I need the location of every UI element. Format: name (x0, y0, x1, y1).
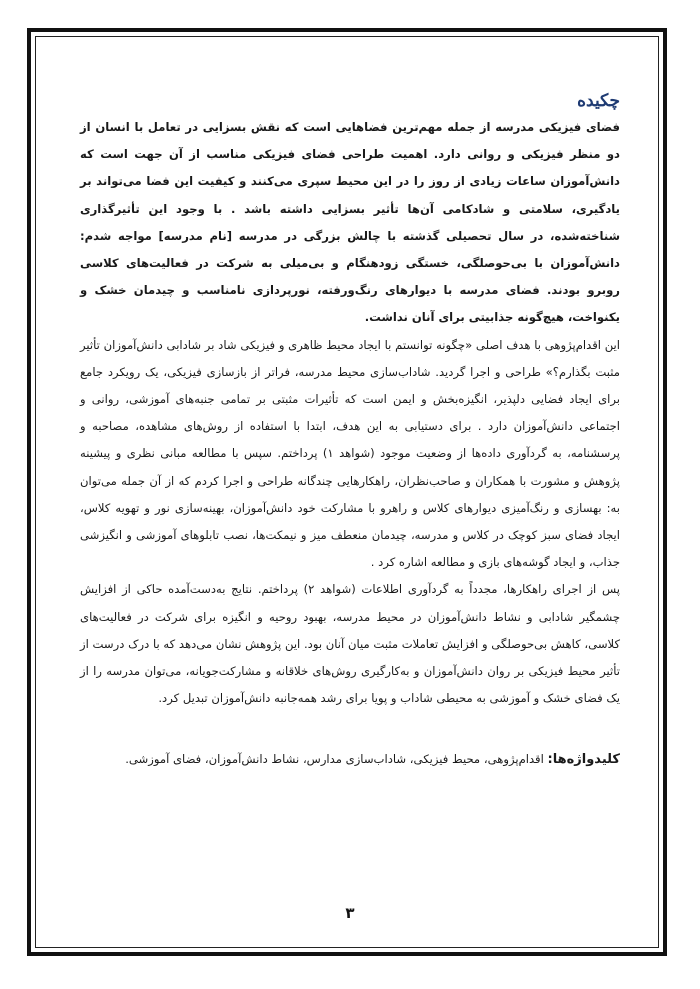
keywords-label: کلیدواژه‌ها: (547, 752, 620, 768)
keywords-text: اقدام‌پژوهی، محیط فیزیکی، شاداب‌سازی مدارس، نشاط دانش‌آموزان، فضای آموزشی. (125, 752, 548, 767)
abstract-paragraph-1: فضای فیزیکی مدرسه از جمله مهم‌ترین فضاهایی است که نقش بسزایی در تعامل با انسان از دو منظر فیزیکی و روانی دارد. اهمیت طراحی فضای فیزیکی مناسب از آن جهت است که دانش‌آموزان ساعات زیادی از روز را در این محیط سپری می‌کنند و کیفیت این فضا می‌تواند بر یادگیری، سلامتی و شادکامی آن‌ها تأثیر بسزایی داشته باشد . با وجود این تأثیرگذاری شناخته‌شده، در سال تحصیلی گذشته با چالش بزرگی در مدرسه [نام مدرسه] مواجه شدم: دانش‌آموزان با بی‌حوصلگی، خستگی زودهنگام و بی‌میلی به شرکت در فعالیت‌های کلاسی روبرو بودند. فضای مدرسه با دیوارهای رنگ‌ورفته، نورپردازی نامناسب و چیدمان خشک و یکنواخت، هیچ‌گونه جذابیتی برای آنان نداشت. (80, 120, 620, 325)
keywords-line (80, 748, 620, 771)
abstract-paragraph-2: این اقدام‌پژوهی با هدف اصلی «چگونه توانستم با ایجاد محیط ظاهری و فیزیکی شاد بر شادابی دانش‌آموزان تأثیر مثبت بگذارم؟» طراحی و اجرا گردید. شاداب‌سازی محیط مدرسه، فراتر از بازسازی فیزیکی، یک رویکرد جامع برای ایجاد فضایی دلپذیر، انگیزه‌بخش و ایمن است که تأثیرات مثبتی بر تمامی جنبه‌های آموزشی، روانی و اجتماعی دانش‌آموزان دارد . برای دستیابی به این هدف، ابتدا با استفاده از روش‌های مشاهده، مصاحبه و پرسشنامه، به گردآوری داده‌ها از وضعیت موجود (شواهد ۱) پرداختم. سپس با مطالعه مبانی نظری و پیشینه پژوهش و مشورت با همکاران و صاحب‌نظران، راهکارهایی چندگانه طراحی و اجرا کردم که از آن جمله می‌توان به: بهسازی و رنگ‌آمیزی دیوارهای کلاس و راهرو با مشارکت خود دانش‌آموزان، بهینه‌سازی نور و تهویه کلاس، ایجاد فضای سبز کوچک در کلاس و مدرسه، چیدمان منعطف میز و نیمکت‌ها، نصب تابلوهای آموزشی و انگیزشی جذاب، و ایجاد گوشه‌های بازی و مطالعه اشاره کرد . (80, 337, 620, 570)
abstract-title: چکیده (577, 91, 620, 111)
page-number: ۳ (345, 904, 355, 922)
abstract-section (80, 88, 620, 888)
abstract-paragraph-3: پس از اجرای راهکارها، مجدداً به گردآوری اطلاعات (شواهد ۲) پرداختم. نتایج به‌دست‌آمده حاکی از افزایش چشمگیر شادابی و نشاط دانش‌آموزان در محیط مدرسه، بهبود روحیه و انگیزه برای شرکت در فعالیت‌های کلاسی، کاهش بی‌حوصلگی و افزایش تعاملات مثبت میان آنان بود. این پژوهش نشان می‌دهد که با درک درست از تأثیر محیط فیزیکی بر روان دانش‌آموزان و به‌کارگیری روش‌های خلاقانه و مشارکت‌جویانه، می‌توان مدرسه را از یک فضای خشک و آموزشی به محیطی شاداب و پویا برای رشد همه‌جانبه دانش‌آموزان تبدیل کرد. (80, 582, 620, 706)
